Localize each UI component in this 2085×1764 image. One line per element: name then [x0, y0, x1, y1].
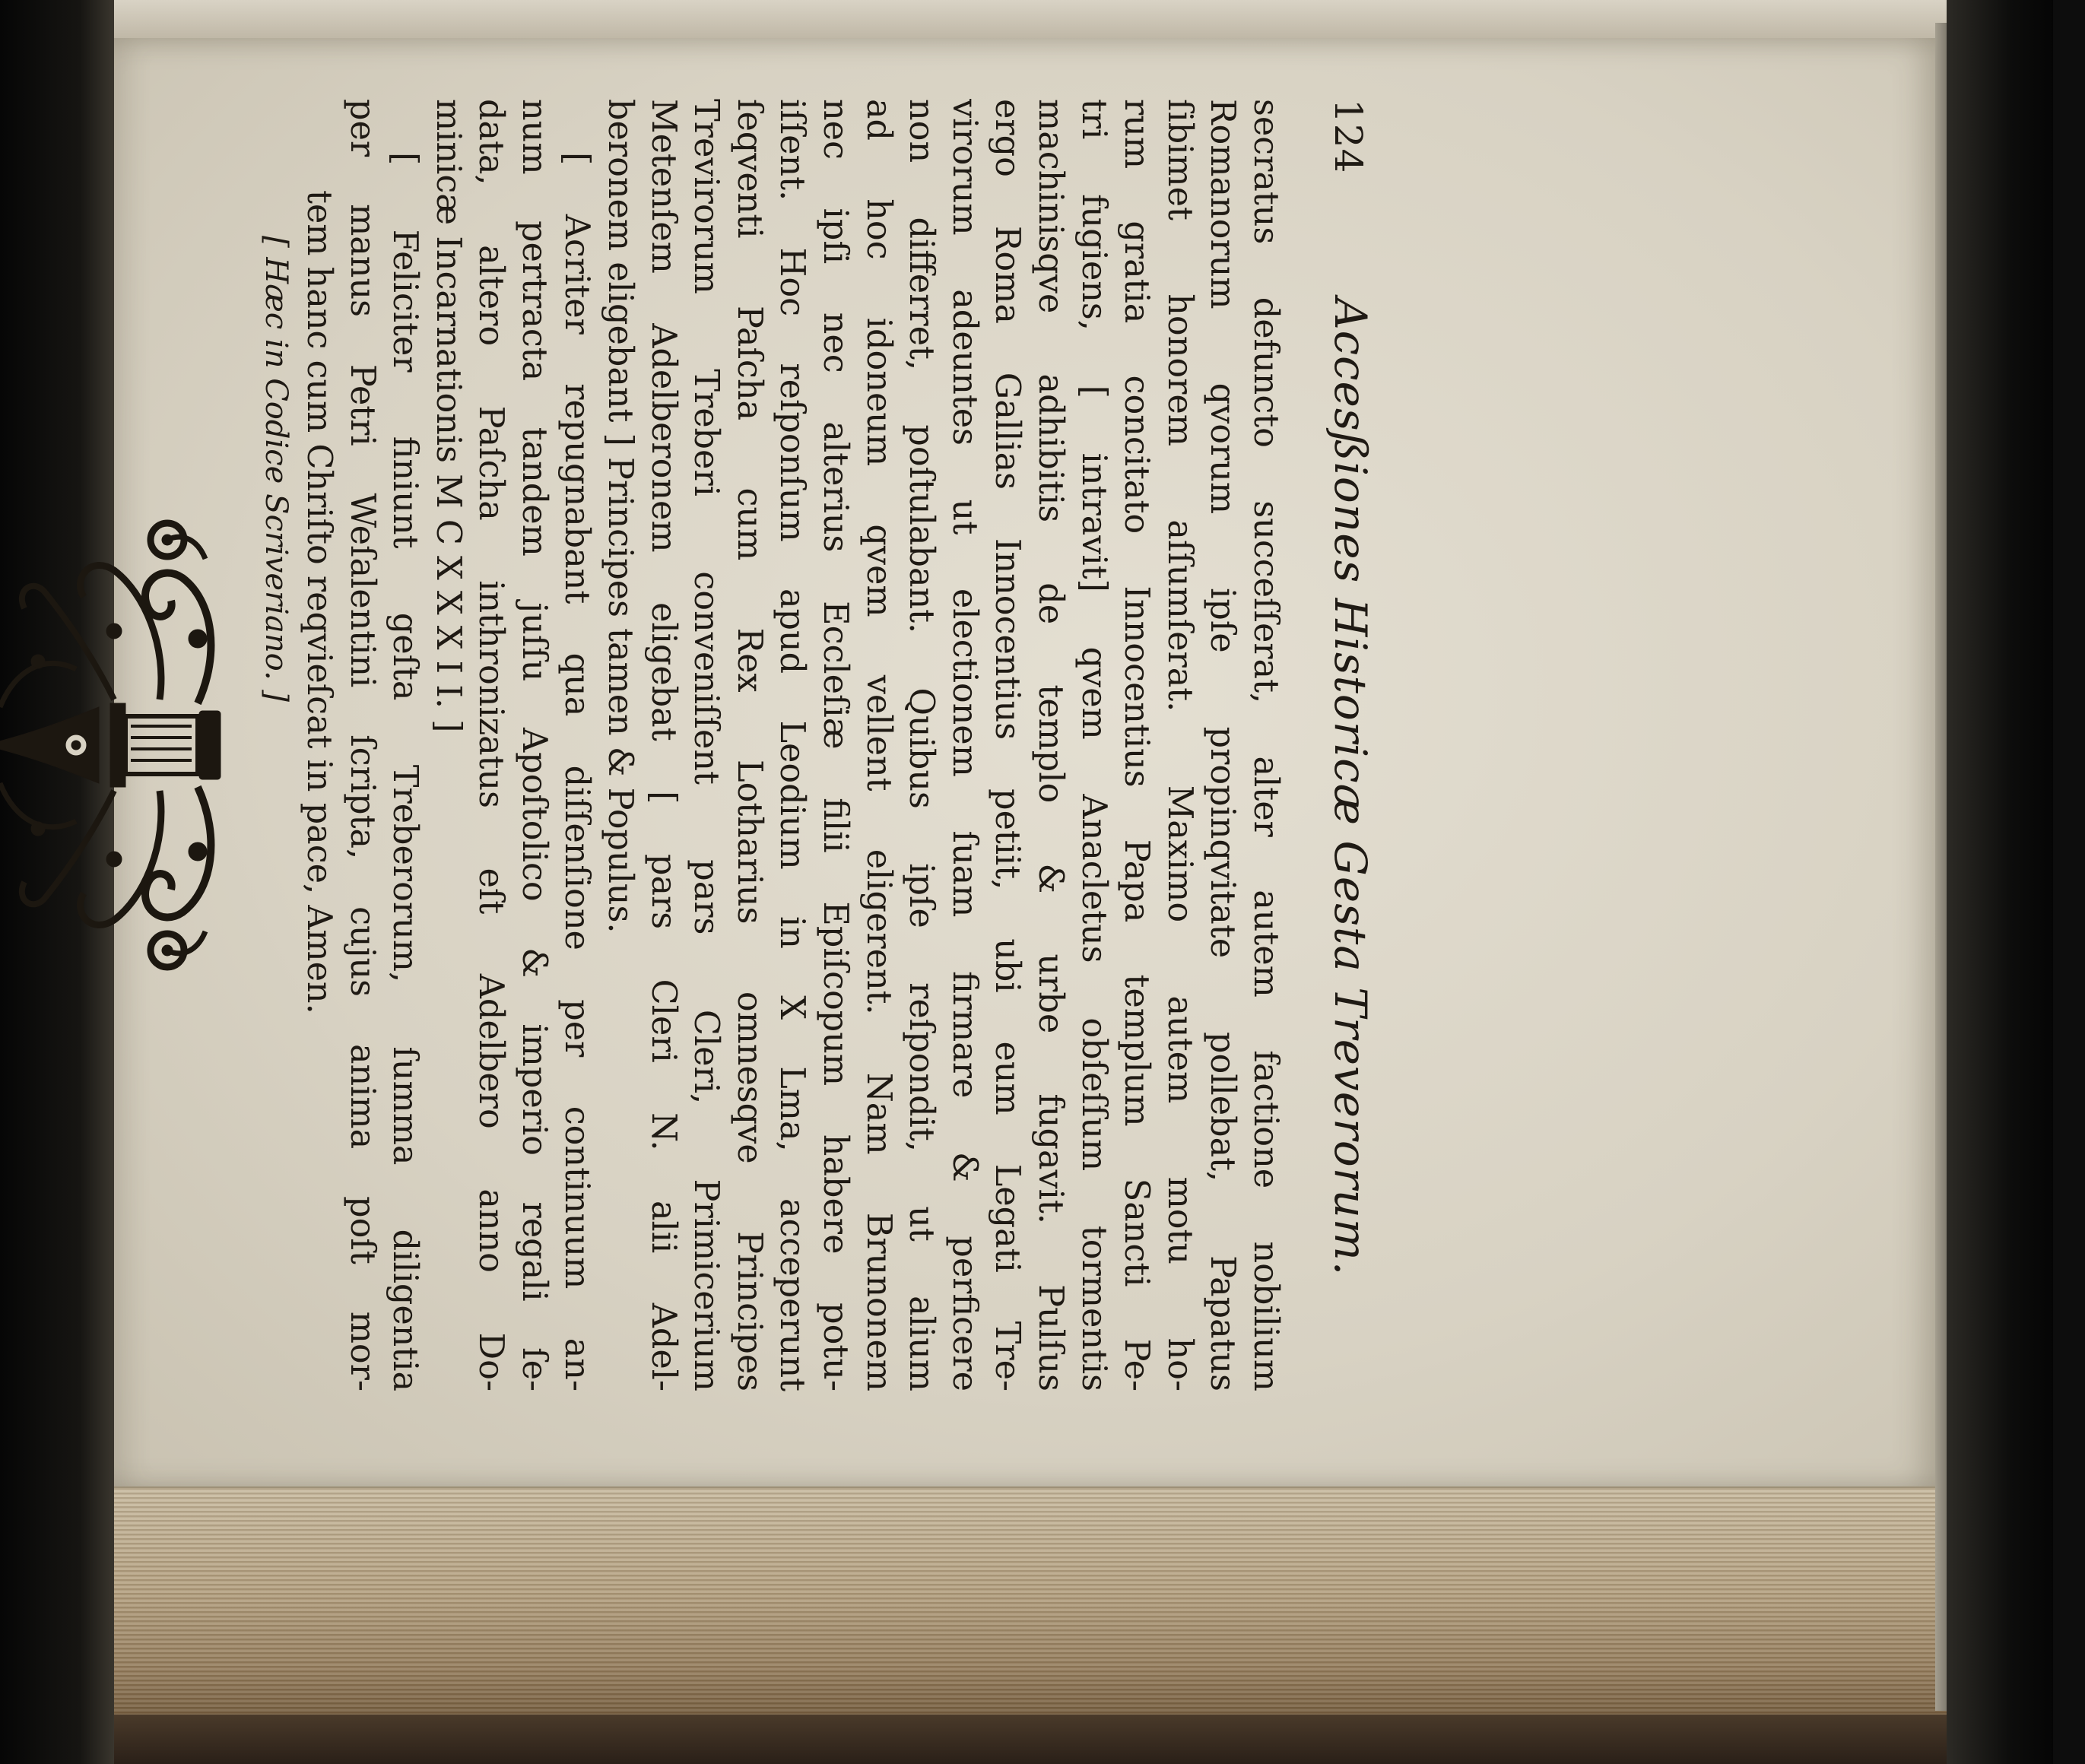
text-line: rum gratia concitato Innocentius Papa templum Sancti Pe-: [1117, 99, 1157, 1391]
ornament-container: [0, 99, 228, 1391]
text-line: tri fugiens, [ intravit] qvem Anacletus obſeſſum tormentis: [1074, 99, 1113, 1391]
running-head: [1303, 99, 1376, 1391]
rotated-page-content: [251, 99, 1376, 1391]
text-line: tem hanc cum Chriſto reqvieſcat in pace, Amen.: [299, 190, 338, 1014]
text-line: num pertracta tandem juſſu Apoſtolico & imperio regali ſe-: [514, 99, 554, 1391]
text-line: ergo Roma Gallias Innocentius petiit, ubi eum Legati Tre-: [988, 99, 1027, 1391]
text-line: non differret, poſtulabant. Quibus ipſe reſpondit, ut alium: [902, 99, 941, 1391]
text-line: nec ipſi nec alterius Eccleſiæ filii Epiſcopum habere potu-: [816, 99, 855, 1391]
text-line: [ Acriter repugnabant qua diſſenſione per continuum an-: [557, 152, 597, 1391]
text-line: data, altero Paſcha inthronizatus eſt Adelbero anno Do-: [471, 99, 511, 1391]
text-line: ſeqventi Paſcha cum Rex Lotharius omnesqve Principes: [729, 99, 769, 1391]
text-line: beronem eligebant ] Principes tamen & Populus.: [601, 99, 640, 934]
source-note: [ Hæc in Codice Scriveriano. ]: [259, 236, 294, 702]
text-line: ad hoc idoneum qvem vellent eligerent. Nam Brunonem: [858, 99, 898, 1391]
text-line: secratus defuncto succeſſerat, alter autem factione nobilium: [1246, 99, 1285, 1391]
text-line: machinisqve adhibitis de templo & urbe fugavit. Pulſus: [1031, 99, 1071, 1391]
text-line: Metenſem Adelberonem eligebat [ pars Cleri N. alii Adel-: [643, 99, 683, 1391]
text-line: ſibimet honorem aſſumſerat. Maximo autem motu ho-: [1160, 99, 1199, 1391]
text-line: virorum adeuntes ut electionem ſuam firmare & perficere: [944, 99, 984, 1391]
text-line: Trevirorum Treberi conveniſſent pars Cleri, Primicerium: [687, 99, 726, 1391]
text-line: per manus Petri Weſalentini ſcripta, cujus anima poſt mor-: [342, 99, 382, 1391]
text-line: minicæ Incarnationis M C X X X I I. ]: [428, 99, 468, 733]
text-line: [ Feliciter finiunt geſta Treberorum, ſumma diligentia: [386, 152, 425, 1391]
page-fore-edge: [114, 1486, 1947, 1716]
printers-ornament-icon: [0, 517, 228, 973]
page-number: 124: [1326, 99, 1370, 174]
text-line: iſſent. Hoc reſponſum apud Leodium in X Lma, acceperunt: [773, 99, 812, 1391]
book-binding: [1947, 0, 2053, 1764]
running-title: Accesßiones Historicæ Gesta Treverorum.: [1325, 297, 1376, 1277]
book-cover-bottom: [114, 1715, 1947, 1764]
facing-page-edge: [114, 0, 1954, 42]
text-line: Romanorum qvorum ipſe propinqvitate pollebat, Papatus: [1203, 99, 1242, 1391]
body-text: [297, 99, 1287, 1391]
